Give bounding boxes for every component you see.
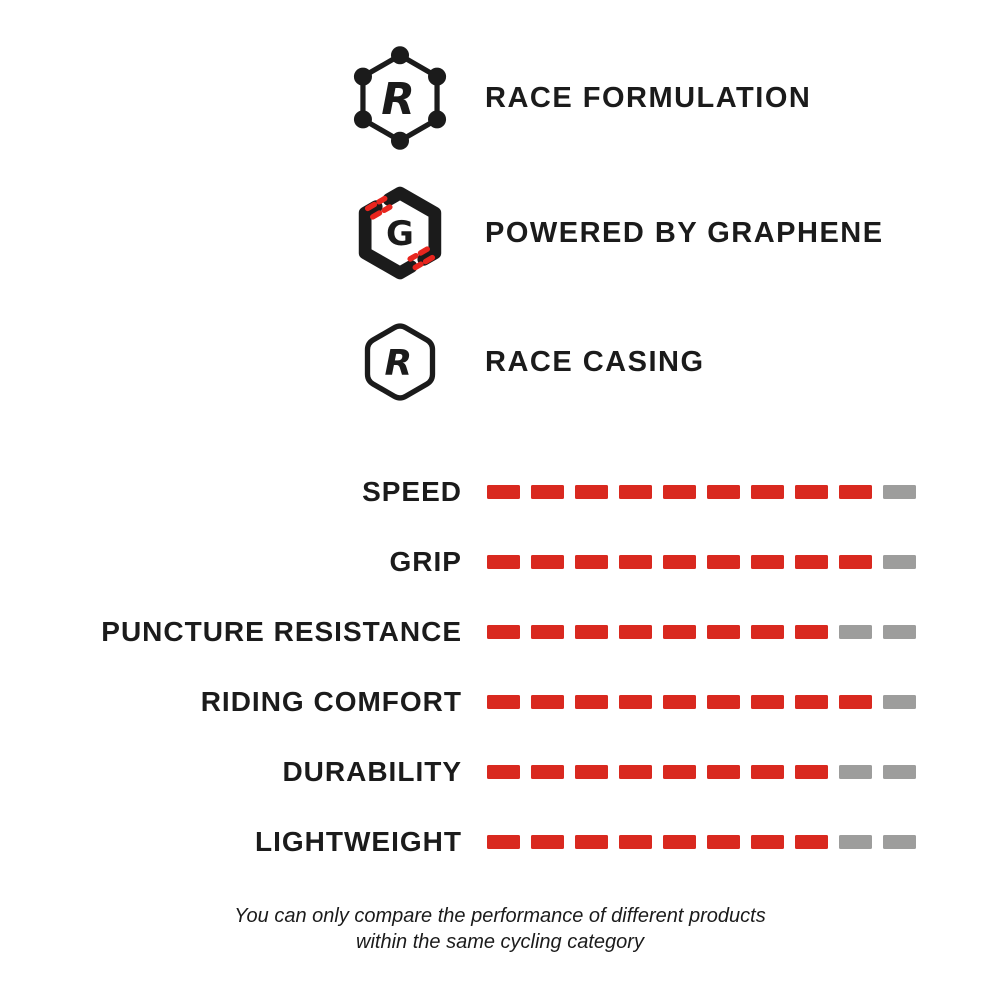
rating-label: PUNCTURE RESISTANCE [101, 616, 462, 647]
rating-segment-empty [883, 485, 916, 499]
rating-row [0, 457, 1000, 527]
rating-segment-empty [883, 555, 916, 569]
rating-segment-filled [751, 485, 784, 499]
rating-segment-empty [839, 625, 872, 639]
rating-segment-filled [575, 485, 608, 499]
rating-row [0, 527, 1000, 597]
rating-row [0, 667, 1000, 737]
rating-segment-filled [795, 765, 828, 779]
rating-row [0, 597, 1000, 667]
rating-label: RIDING COMFORT [200, 686, 462, 717]
rating-label: GRIP [389, 546, 462, 577]
rating-track [487, 625, 916, 639]
rating-row [0, 807, 1000, 877]
rating-segment-empty [883, 765, 916, 779]
comparison-footnote [0, 903, 1000, 955]
rating-label: LIGHTWEIGHT [255, 826, 462, 857]
race-formulation-molecule-icon [340, 41, 460, 155]
rating-segment-filled [619, 625, 652, 639]
rating-segment-filled [531, 485, 564, 499]
rating-segment-filled [487, 625, 520, 639]
feature-row-race-formulation [340, 36, 811, 160]
rating-segment-filled [619, 695, 652, 709]
race-casing-hexagon-icon [340, 310, 460, 414]
feature-label: RACE FORMULATION [485, 81, 812, 114]
rating-segment-filled [575, 625, 608, 639]
rating-segment-filled [487, 835, 520, 849]
rating-segment-filled [531, 555, 564, 569]
rating-segment-filled [751, 835, 784, 849]
rating-segment-filled [751, 765, 784, 779]
feature-label: POWERED BY GRAPHENE [485, 216, 884, 249]
rating-segment-filled [795, 625, 828, 639]
footnote-line-2: within the same cycling category [356, 931, 644, 953]
rating-segment-filled [751, 555, 784, 569]
rating-segment-filled [707, 835, 740, 849]
rating-track [487, 835, 916, 849]
rating-segment-filled [663, 835, 696, 849]
rating-segment-empty [883, 695, 916, 709]
rating-segment-filled [487, 555, 520, 569]
rating-segment-filled [795, 695, 828, 709]
rating-segment-filled [751, 625, 784, 639]
footnote-line-1: You can only compare the performance of different products [234, 905, 766, 927]
rating-track [487, 765, 916, 779]
rating-segment-filled [839, 485, 872, 499]
rating-segment-filled [839, 555, 872, 569]
rating-segment-filled [707, 695, 740, 709]
rating-segment-filled [575, 835, 608, 849]
rating-segment-filled [663, 695, 696, 709]
powered-by-graphene-icon [340, 179, 460, 287]
rating-segment-filled [531, 695, 564, 709]
rating-segment-filled [531, 835, 564, 849]
rating-track [487, 555, 916, 569]
rating-segment-filled [751, 695, 784, 709]
rating-segment-filled [663, 485, 696, 499]
rating-segment-filled [663, 765, 696, 779]
rating-segment-filled [487, 695, 520, 709]
rating-segment-filled [575, 765, 608, 779]
rating-segment-filled [839, 695, 872, 709]
letter-r-glyph: R [384, 343, 413, 385]
rating-segment-filled [487, 485, 520, 499]
rating-row [0, 737, 1000, 807]
feature-row-powered-by-graphene [340, 178, 884, 288]
rating-segment-filled [619, 765, 652, 779]
rating-segment-empty [883, 625, 916, 639]
rating-segment-filled [575, 695, 608, 709]
letter-r-glyph: R [381, 74, 415, 126]
rating-segment-filled [619, 485, 652, 499]
rating-segment-filled [487, 765, 520, 779]
rating-segment-empty [883, 835, 916, 849]
rating-label: DURABILITY [282, 756, 462, 787]
rating-segment-filled [531, 765, 564, 779]
feature-row-race-casing [340, 310, 705, 414]
rating-track [487, 695, 916, 709]
rating-segment-filled [575, 555, 608, 569]
rating-segment-filled [707, 555, 740, 569]
letter-g-glyph: G [386, 213, 414, 254]
rating-segment-filled [707, 765, 740, 779]
rating-segment-filled [663, 625, 696, 639]
rating-label: SPEED [362, 476, 462, 507]
rating-segment-empty [839, 765, 872, 779]
rating-segment-filled [795, 485, 828, 499]
rating-segment-filled [795, 555, 828, 569]
rating-segment-filled [707, 485, 740, 499]
feature-label: RACE CASING [485, 345, 705, 378]
rating-segment-filled [619, 835, 652, 849]
rating-segment-filled [531, 625, 564, 639]
rating-track [487, 485, 916, 499]
rating-segment-filled [707, 625, 740, 639]
rating-segment-filled [795, 835, 828, 849]
rating-segment-empty [839, 835, 872, 849]
rating-segment-filled [663, 555, 696, 569]
rating-segment-filled [619, 555, 652, 569]
